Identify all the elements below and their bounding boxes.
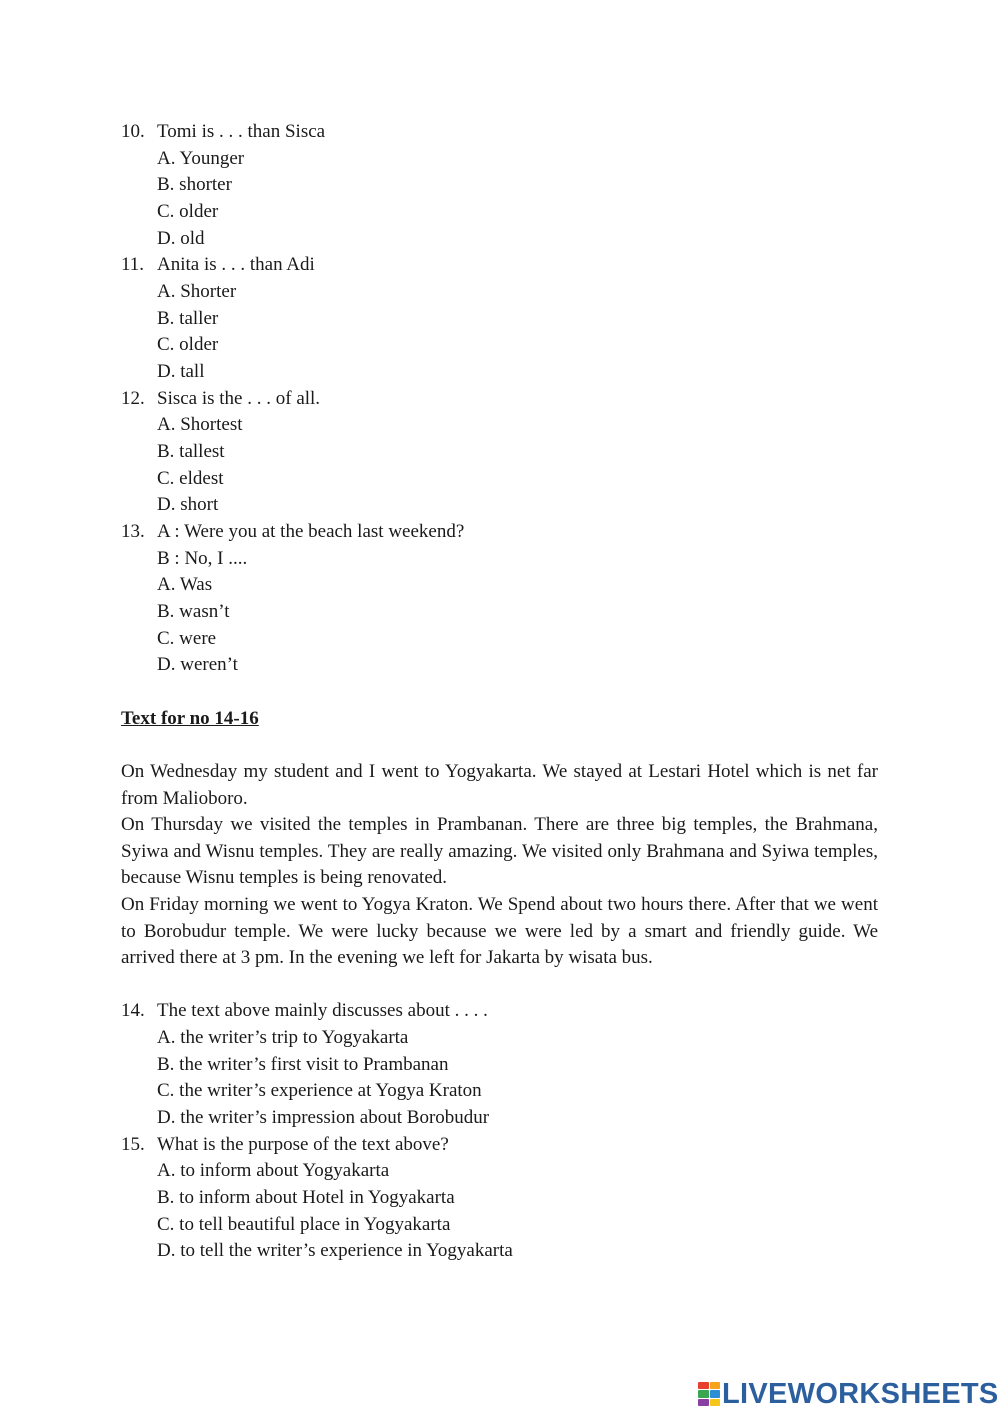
question-stem: Sisca is the . . . of all. xyxy=(157,388,321,409)
option-10-a[interactable]: A. Younger xyxy=(157,148,245,169)
dialog-line-b: B : No, I .... xyxy=(157,548,248,569)
question-number: 15. xyxy=(121,1134,145,1155)
logo-tile xyxy=(698,1399,709,1406)
option-13-a[interactable]: A. Was xyxy=(157,574,213,595)
brand-name: LIVEWORKSHEETS xyxy=(722,1377,999,1410)
option-11-d[interactable]: D. tall xyxy=(157,361,205,382)
option-12-d[interactable]: D. short xyxy=(157,494,219,515)
option-11-b[interactable]: B. taller xyxy=(157,308,219,329)
option-14-a[interactable]: A. the writer’s trip to Yogyakarta xyxy=(157,1027,409,1048)
reading-paragraph: On Thursday we visited the temples in Prambanan. There are three big temples, the Brahmana, Syiwa and Wisnu temples. They are really amazing. We visited only Brahmana and Syiwa temples, because Wisnu temples is being renovated. xyxy=(121,814,878,889)
logo-tile xyxy=(698,1382,709,1389)
logo-tile xyxy=(698,1390,709,1397)
option-11-a[interactable]: A. Shorter xyxy=(157,281,237,302)
liveworksheets-brand[interactable] xyxy=(698,1378,999,1410)
option-13-b[interactable]: B. wasn’t xyxy=(157,601,230,622)
option-15-b[interactable]: B. to inform about Hotel in Yogyakarta xyxy=(157,1187,455,1208)
logo-tile xyxy=(710,1382,721,1389)
option-11-c[interactable]: C. older xyxy=(157,334,219,355)
question-number: 12. xyxy=(121,388,145,409)
question-stem: Tomi is . . . than Sisca xyxy=(157,121,326,142)
option-15-c[interactable]: C. to tell beautiful place in Yogyakarta xyxy=(157,1214,451,1235)
question-stem: A : Were you at the beach last weekend? xyxy=(157,521,465,542)
question-stem: The text above mainly discusses about . . . . xyxy=(157,1000,488,1021)
option-14-d[interactable]: D. the writer’s impression about Borobudur xyxy=(157,1107,490,1128)
option-10-d[interactable]: D. old xyxy=(157,228,205,249)
question-number: 13. xyxy=(121,521,145,542)
liveworksheets-logo-icon xyxy=(698,1382,720,1406)
question-number: 14. xyxy=(121,1000,145,1021)
reading-paragraph: On Wednesday my student and I went to Yogyakarta. We stayed at Lestari Hotel which is net far from Malioboro. xyxy=(121,761,878,809)
question-stem: What is the purpose of the text above? xyxy=(157,1134,449,1155)
option-15-d[interactable]: D. to tell the writer’s experience in Yogyakarta xyxy=(157,1240,513,1261)
question-number: 10. xyxy=(121,121,145,142)
reading-heading: Text for no 14-16 xyxy=(121,708,259,729)
option-12-c[interactable]: C. eldest xyxy=(157,468,224,489)
option-13-c[interactable]: C. were xyxy=(157,628,217,649)
reading-paragraph: On Friday morning we went to Yogya Kraton. We Spend about two hours there. After that we went to Borobudur temple. We were lucky because we were led by a smart and friendly guide. We arrived there at 3 pm. In the evening we left for Jakarta by wisata bus. xyxy=(121,894,878,969)
option-12-a[interactable]: A. Shortest xyxy=(157,414,243,435)
logo-tile xyxy=(710,1399,721,1406)
option-14-c[interactable]: C. the writer’s experience at Yogya Kraton xyxy=(157,1080,482,1101)
option-14-b[interactable]: B. the writer’s first visit to Prambanan xyxy=(157,1054,449,1075)
logo-tile xyxy=(710,1390,721,1397)
option-13-d[interactable]: D. weren’t xyxy=(157,654,238,675)
option-10-c[interactable]: C. older xyxy=(157,201,219,222)
option-12-b[interactable]: B. tallest xyxy=(157,441,225,462)
option-10-b[interactable]: B. shorter xyxy=(157,174,232,195)
question-stem: Anita is . . . than Adi xyxy=(157,254,315,275)
option-15-a[interactable]: A. to inform about Yogyakarta xyxy=(157,1160,390,1181)
question-number: 11. xyxy=(121,254,145,275)
